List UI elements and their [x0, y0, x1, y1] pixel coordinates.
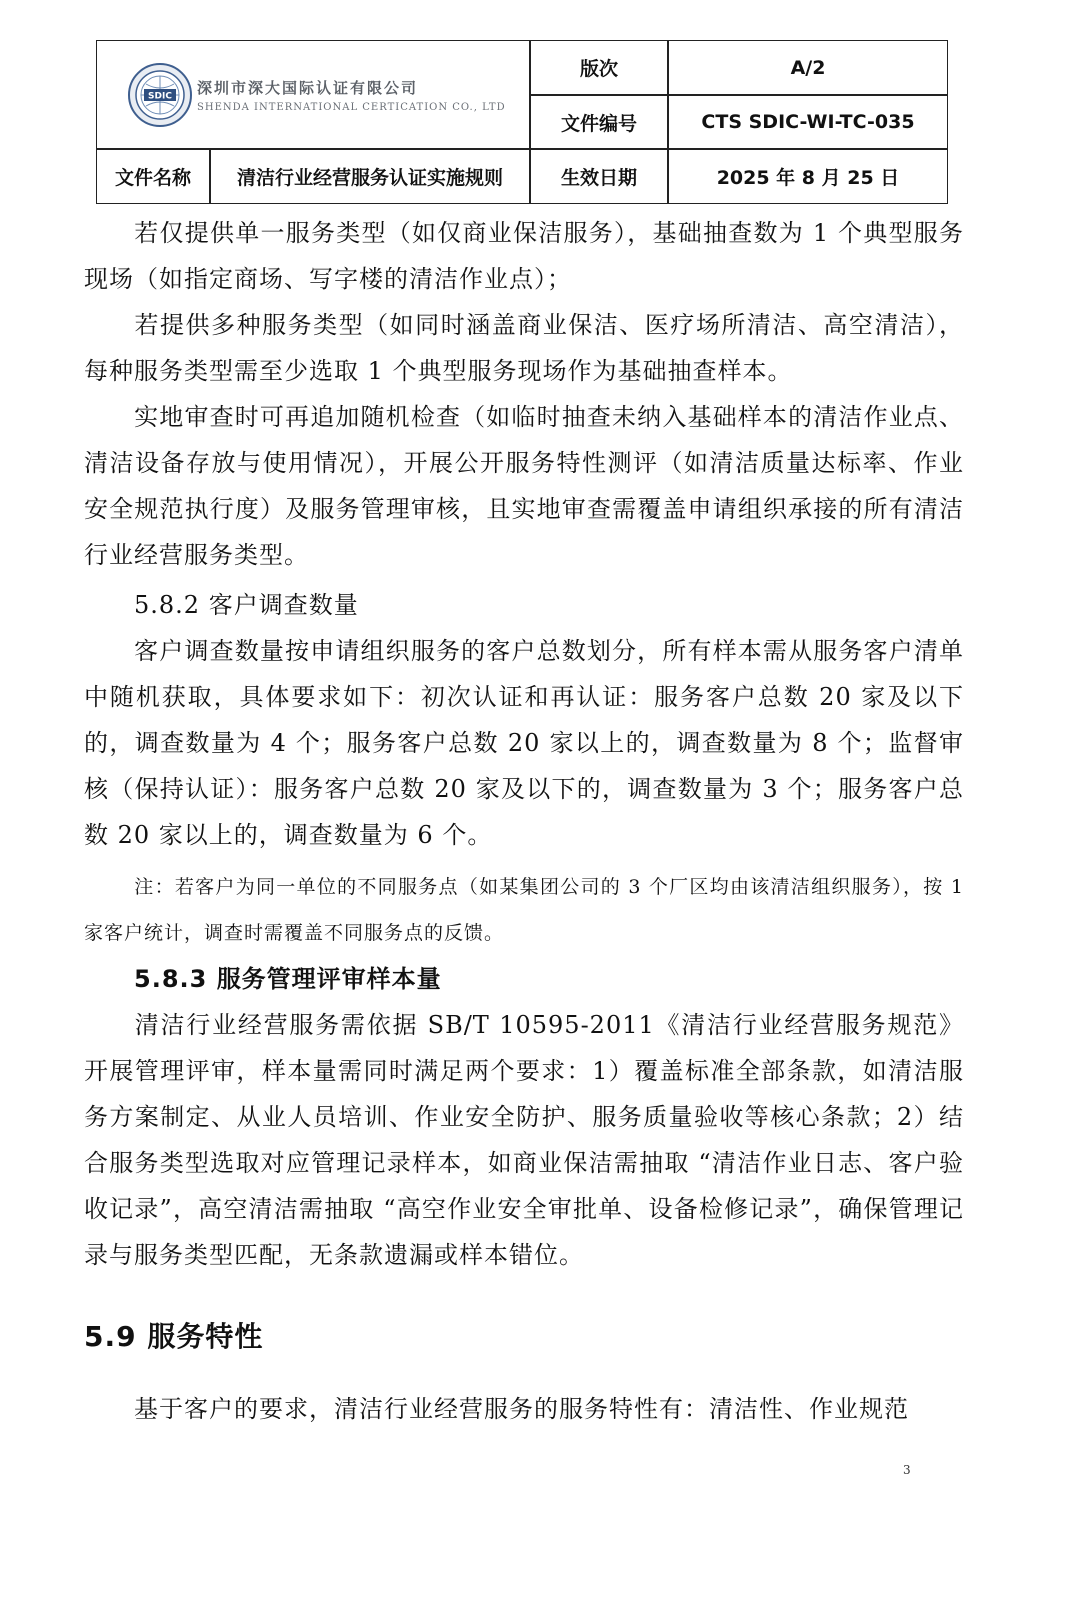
paragraph-text: 客户调查数量按申请组织服务的客户总数划分，所有样本需从服务客户清单中随机获取，具体要求如下：初次认证和再认证：服务客户总数 20 家及以下的，调查数量为 4 个；服务客户总数 20 家以上的，调查数量为 8 个；监督审核（保持认证）：服务客户总数 20 家及以下的，调查数量为 3 个；服务客户总数 20 家以上的，调查数量为 6 个。	[84, 637, 964, 849]
version-label: 版次	[579, 58, 618, 80]
doc-number-value: CTS SDIC-WI-TC-035	[701, 111, 915, 133]
subheading-5-8-3	[84, 956, 964, 1002]
doc-name-label: 文件名称	[114, 167, 191, 189]
subheading-text: 5.8.3 服务管理评审样本量	[134, 965, 442, 993]
paragraph-text: 若仅提供单一服务类型（如仅商业保洁服务），基础抽查数为 1 个典型服务现场（如指定商场、写字楼的清洁作业点）；	[84, 219, 964, 293]
company-name-cn: 深圳市深大国际认证有限公司	[197, 79, 419, 97]
section-title-5-9: 5.9 服务特性	[84, 1320, 264, 1353]
company-logo-block	[97, 41, 532, 149]
paragraph-management-review	[84, 1002, 964, 1278]
company-name-en: SHENDA INTERNATIONAL CERTICATION CO., LTD	[197, 102, 506, 113]
paragraph-text: 若提供多种服务类型（如同时涵盖商业保洁、医疗场所清洁、高空清洁），每种服务类型需至少选取 1 个典型服务现场作为基础抽查样本。	[84, 311, 964, 385]
paragraph-single-service	[84, 210, 964, 302]
document-header-table	[96, 40, 948, 204]
paragraph-text: 清洁行业经营服务需依据 SB/T 10595-2011《清洁行业经营服务规范》开展管理评审，样本量需同时满足两个要求：1）覆盖标准全部条款，如清洁服务方案制定、从业人员培训、作业安全防护、服务质量验收等核心条款；2）结合服务类型选取对应管理记录样本，如商业保洁需抽取 “清洁作业日志、客户验收记录”，高空清洁需抽取 “高空作业安全审批单、设备检修记录”，确保管理记录与服务类型匹配，无条款遗漏或样本错位。	[84, 1011, 964, 1269]
paragraph-customer-survey	[84, 628, 964, 858]
paragraph-text: 基于客户的要求，清洁行业经营服务的服务特性有：清洁性、作业规范	[134, 1395, 909, 1423]
paragraph-text: 实地审查时可再追加随机检查（如临时抽查未纳入基础样本的清洁作业点、清洁设备存放与使用情况），开展公开服务特性测评（如清洁质量达标率、作业安全规范执行度）及服务管理审核，且实地审查需覆盖申请组织承接的所有清洁行业经营服务类型。	[84, 403, 964, 569]
logo-text: SDIC	[148, 91, 172, 102]
subheading-text: 5.8.2 客户调查数量	[134, 591, 359, 619]
note-text: 注：若客户为同一单位的不同服务点（如某集团公司的 3 个厂区均由该清洁组织服务），按 1 家客户统计，调查时需覆盖不同服务点的反馈。	[84, 876, 964, 944]
doc-name-value: 清洁行业经营服务认证实施规则	[236, 167, 503, 189]
doc-number-label: 文件编号	[560, 112, 637, 135]
effective-date-label: 生效日期	[560, 167, 637, 189]
paragraph-service-characteristics	[84, 1386, 964, 1432]
paragraph-random-check	[84, 394, 964, 578]
company-seal-icon	[127, 62, 193, 128]
note-paragraph	[84, 864, 964, 956]
page-number: 3	[903, 1463, 911, 1477]
effective-date-value: 2025 年 8 月 25 日	[716, 167, 900, 189]
subheading-5-8-2	[84, 582, 964, 628]
paragraph-multi-service	[84, 302, 964, 394]
version-value: A/2	[790, 56, 826, 79]
